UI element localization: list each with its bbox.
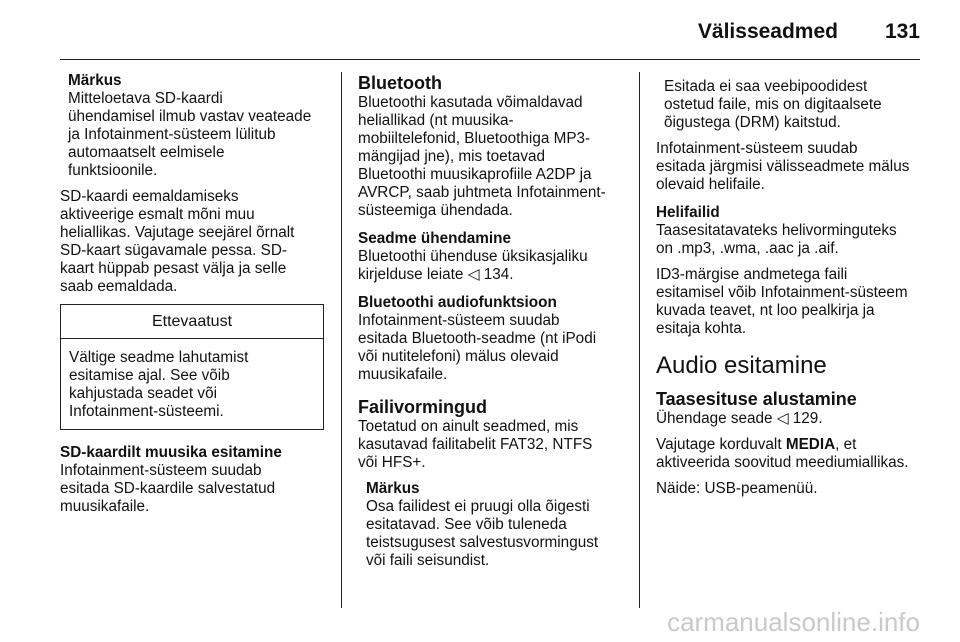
text-line: AVRCP, saab juhtmeta Infotainment- xyxy=(358,184,606,201)
text-line: ühendamisel ilmub vastav veateade xyxy=(68,108,312,125)
bt-audio-paragraph xyxy=(358,312,628,384)
media-key-label: MEDIA xyxy=(785,436,836,453)
text-line: kuvada teavet, nt loo pealkirja ja xyxy=(656,302,875,319)
bluetooth-heading: Bluetooth xyxy=(358,73,442,93)
press-media-line-2: aktiveerida soovitud meediumiallikas. xyxy=(656,454,909,471)
sd-music-paragraph xyxy=(60,462,326,516)
audio-files-paragraph xyxy=(656,222,924,258)
text-line: Bluetoothi kasutada võimaldavad xyxy=(358,94,583,111)
sd-remove-paragraph xyxy=(60,188,326,296)
text-line: Osa failidest ei pruugi olla õigesti xyxy=(366,498,590,515)
note-text xyxy=(68,90,326,180)
text-line: või faili seisundist. xyxy=(366,552,490,569)
text-line: mobiiltelefonid, Bluetoothiga MP3- xyxy=(358,130,591,147)
text-line: kaart hüppab pesast välja ja selle xyxy=(60,260,287,277)
column-divider-left xyxy=(341,72,342,608)
note-label: Märkus xyxy=(366,480,420,497)
text-line: esitamise ajal. See võib xyxy=(69,367,230,384)
text-line: süsteemiga ühendada. xyxy=(358,202,513,219)
text-line: automaatselt eelmisele xyxy=(68,144,225,161)
text-line: ostetud faile, mis on digitaalsete xyxy=(664,96,882,113)
text-line: heliallikas. Vajutage seejärel õrnalt xyxy=(60,224,295,241)
text-line: esitada Bluetooth-seadme (nt iPodi xyxy=(358,330,597,347)
text-line: Infotainment-süsteem suudab xyxy=(358,312,560,329)
text-line: õigustega (DRM) kaitstud. xyxy=(664,114,841,131)
text-line: muusikafaile. xyxy=(60,498,150,515)
text-line: Bluetoothi ühenduse üksikasjaliku xyxy=(358,248,588,265)
text-line: ID3-märgise andmetega faili xyxy=(656,266,848,283)
text-line: muusikafaile. xyxy=(358,366,448,383)
text-line: või nutitelefoni) mälus olevaid xyxy=(358,348,559,365)
text-line: esitamisel võib Infotainment-süsteem xyxy=(656,284,908,301)
column-divider-right xyxy=(639,72,640,608)
text-line: saab eemaldada. xyxy=(60,278,178,295)
text-line: mängijad jne), mis toetavad xyxy=(358,148,546,165)
press-prefix: Vajutage korduvalt xyxy=(656,436,786,453)
text-line: esitada SD-kaardile salvestatud xyxy=(60,480,276,497)
text-line: Bluetoothi muusikaprofiile A2DP ja xyxy=(358,166,592,183)
text-line: SD-kaardi eemaldamiseks xyxy=(60,188,239,205)
text-line: heliallikad (nt muusika- xyxy=(358,112,514,129)
connect-paragraph xyxy=(358,248,628,284)
formats-note xyxy=(358,480,628,570)
note-text xyxy=(366,498,628,570)
text-line: kasutavad failitabelit FAT32, NTFS xyxy=(358,436,593,453)
text-line: esitaja kohta. xyxy=(656,320,747,337)
text-line: kirjelduse leiate ◁ 134. xyxy=(358,266,514,283)
audio-files-heading: Helifailid xyxy=(656,204,720,221)
text-line: Mitteloetava SD-kaardi xyxy=(68,90,223,107)
warning-box xyxy=(60,304,324,430)
text-line: Infotainment-süsteem suudab xyxy=(656,140,858,157)
watermark-text: carmanualsonline.info xyxy=(667,607,920,637)
press-suffix: , et xyxy=(835,436,857,453)
connect-heading: Seadme ühendamine xyxy=(358,230,512,247)
text-line: Infotainment-süsteem suudab xyxy=(60,462,262,479)
bt-audio-heading: Bluetoothi audiofunktsioon xyxy=(358,294,557,311)
id3-paragraph xyxy=(656,266,924,338)
text-line: Esitada ei saa veebipoodidest xyxy=(664,78,868,95)
audio-playback-heading: Audio esitamine xyxy=(656,352,827,379)
text-line: Taasesitatavateks helivorminguteks xyxy=(656,222,897,239)
connect-device-line: Ühendage seade ◁ 129. xyxy=(656,410,823,427)
text-line: esitatavad. See võib tuleneda xyxy=(366,516,567,533)
text-line: aktiveerige esmalt mõni muu xyxy=(60,206,255,223)
sd-music-heading: SD-kaardilt muusika esitamine xyxy=(60,444,282,461)
column-middle xyxy=(358,72,628,578)
text-line: on .mp3, .wma, .aac ja .aif. xyxy=(656,240,839,257)
column-left xyxy=(60,72,326,516)
drm-paragraph xyxy=(656,78,924,132)
warning-text xyxy=(61,339,323,429)
text-line: funktsioonile. xyxy=(68,162,158,179)
text-line: kahjustada seadet või xyxy=(69,385,217,402)
formats-heading: Failivormingud xyxy=(358,397,488,417)
example-line: Näide: USB-peamenüü. xyxy=(656,480,818,497)
info-paragraph xyxy=(656,140,924,194)
column-right xyxy=(656,72,924,498)
text-line: või HFS+. xyxy=(358,454,426,471)
warning-title: Ettevaatust xyxy=(61,305,323,339)
text-line: SD-kaart sügavamale pessa. SD- xyxy=(60,242,287,259)
text-line: Infotainment-süsteemi. xyxy=(69,403,224,420)
text-line: Vältige seadme lahutamist xyxy=(69,349,249,366)
start-playback-heading: Taasesituse alustamine xyxy=(656,389,857,409)
text-line: esitada järgmisi välisseadmete mälus xyxy=(656,158,910,175)
page-number: 131 xyxy=(884,20,920,43)
formats-paragraph xyxy=(358,418,628,472)
text-line: Toetatud on ainult seadmed, mis xyxy=(358,418,579,435)
text-line: teistsugusest salvestusvormingust xyxy=(366,534,599,551)
press-media-line xyxy=(656,436,924,454)
bluetooth-paragraph xyxy=(358,94,628,220)
note-label: Märkus xyxy=(68,72,122,89)
sd-note xyxy=(60,72,326,180)
page-header xyxy=(60,16,920,60)
text-line: olevaid helifaile. xyxy=(656,176,765,193)
header-title: Välisseadmed xyxy=(697,20,838,43)
text-line: ja Infotainment-süsteem lülitub xyxy=(68,126,276,143)
